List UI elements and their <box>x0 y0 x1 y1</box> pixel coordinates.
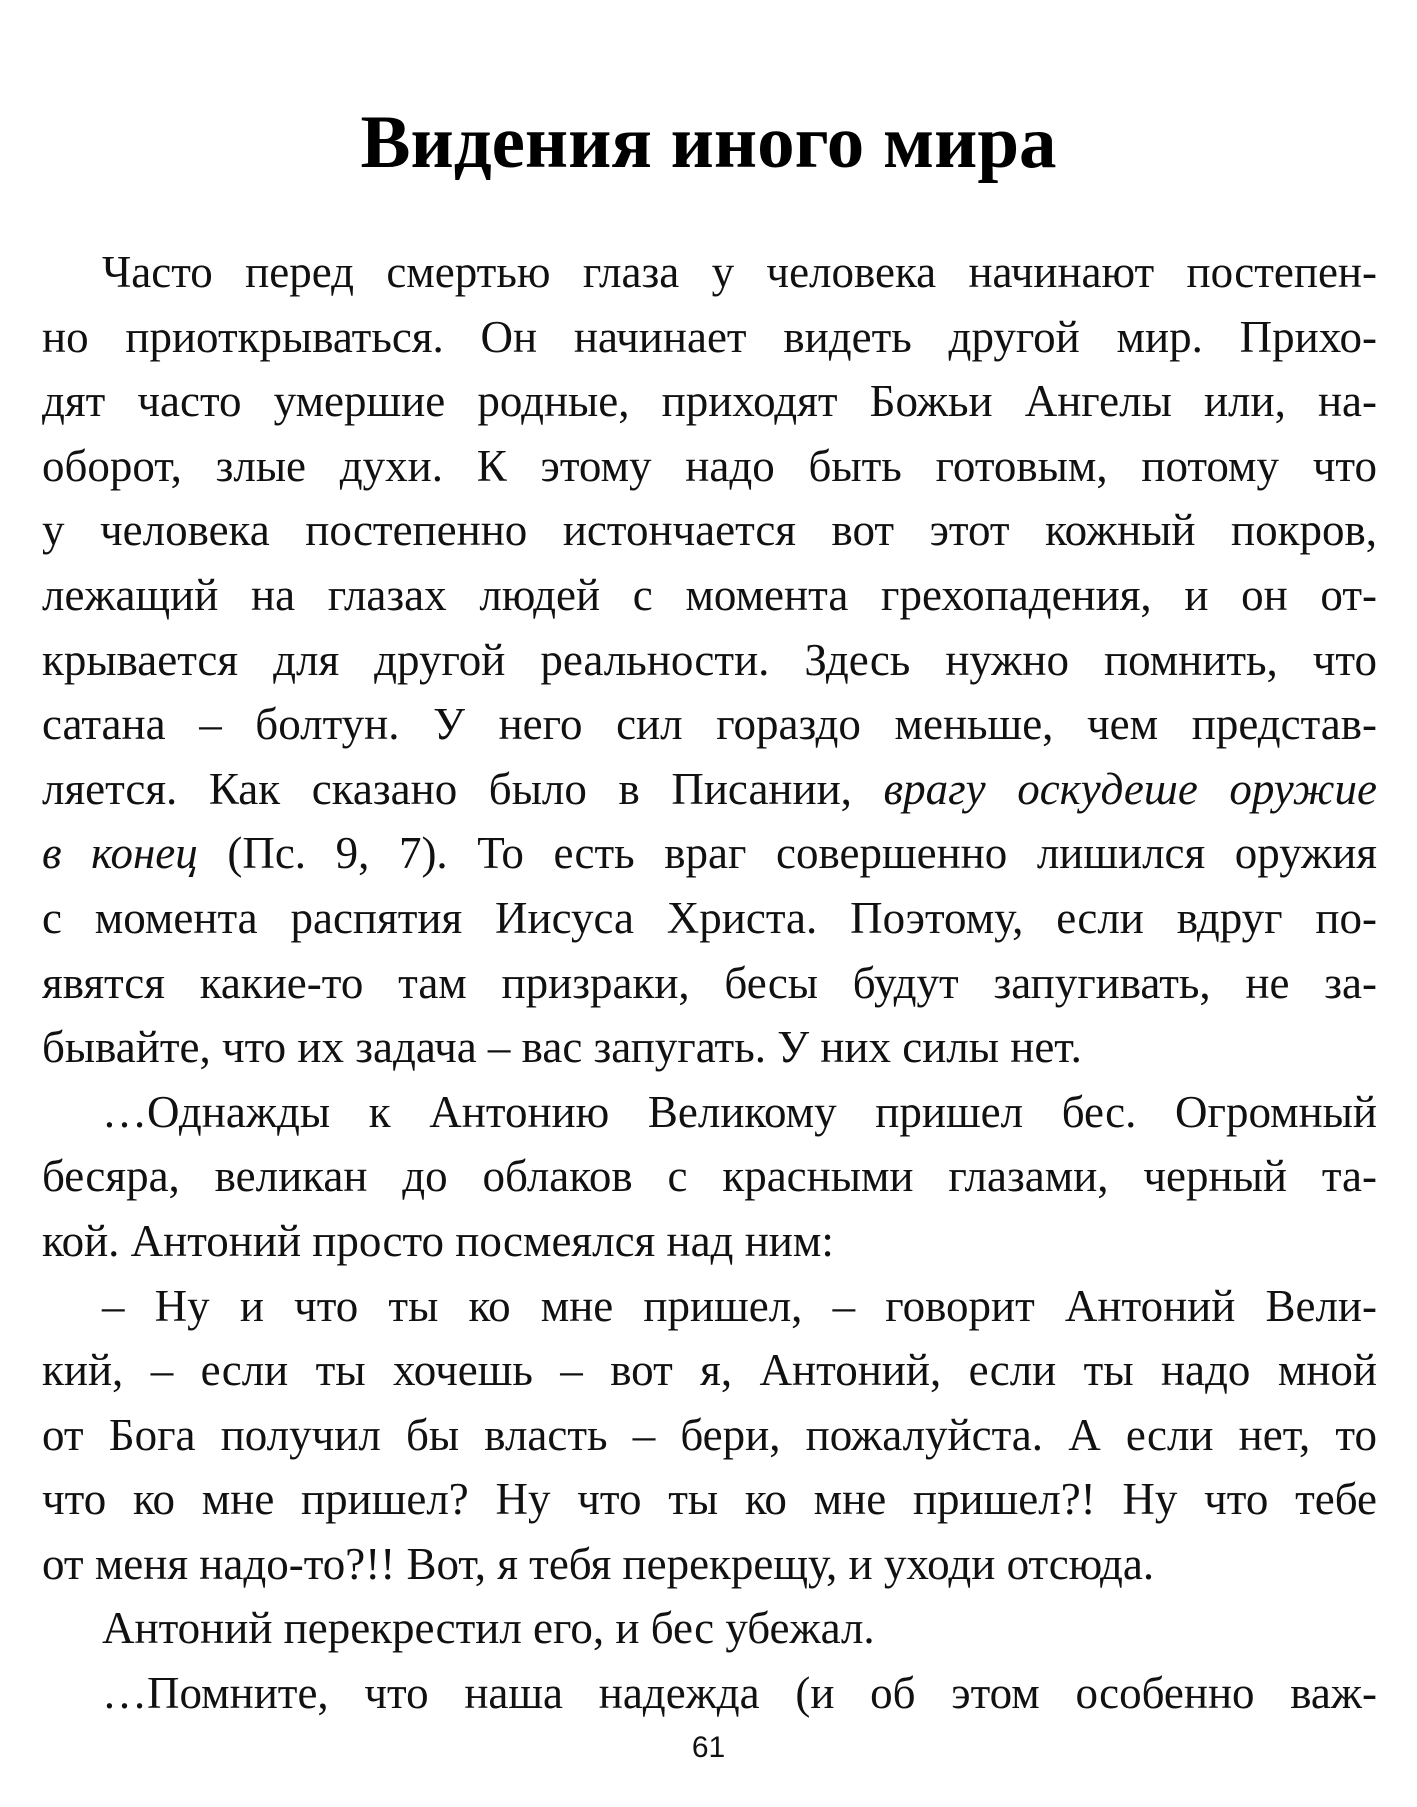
text-line: оборот, злые духи. К этому надо быть готовым, потому что <box>42 440 1377 491</box>
text-segment: (Пс. 9, 7). То есть враг совершенно лишился оружия <box>197 828 1377 879</box>
text-line: дят часто умершие родные, приходят Божьи Ангелы или, на- <box>42 376 1377 427</box>
text-line: Часто перед смертью глаза у человека начинают постепен- <box>102 247 1377 297</box>
text-line: – Ну и что ты ко мне пришел, – говорит Антоний Вели- <box>102 1280 1377 1331</box>
text-line: бесяра, великан до облаков с красными глазами, черный та- <box>42 1151 1377 1202</box>
text-line: с момента распятия Иисуса Христа. Поэтому, если вдруг по- <box>42 892 1377 943</box>
text-line: крывается для другой реальности. Здесь нужно помнить, что <box>42 634 1377 685</box>
text-line: что ко мне пришел? Ну что ты ко мне пришел?! Ну что тебе <box>42 1474 1377 1525</box>
text-line: явятся какие-то там призраки, бесы будут запугивать, не за- <box>42 957 1377 1008</box>
page-number: 61 <box>691 1731 726 1764</box>
text-line <box>42 757 1377 822</box>
text-line <box>42 821 1377 886</box>
text-line: но приоткрываться. Он начинает видеть другой мир. Прихо- <box>42 311 1377 362</box>
text-line: от меня надо-то?!! Вот, я тебя перекрещу, и уходи отсюда. <box>42 1538 1155 1589</box>
text-line: лежащий на глазах людей с момента грехопадения, и он от- <box>42 569 1377 620</box>
text-line: Антоний перекрестил его, и бес убежал. <box>102 1603 875 1654</box>
scripture-quote: врагу оскудеше оружие <box>883 763 1377 814</box>
text-line: …Однажды к Антонию Великому пришел бес. Огромный <box>102 1086 1377 1137</box>
text-line: кий, – если ты хочешь – вот я, Антоний, если ты надо мной <box>42 1345 1377 1396</box>
text-line: от Бога получил бы власть – бери, пожалуйста. А если нет, то <box>42 1409 1377 1460</box>
text-segment: ляется. Как сказано было в Писании, <box>42 763 884 814</box>
text-line: бывайте, что их задача – вас запугать. У них силы нет. <box>42 1022 1082 1073</box>
chapter-title: Видения иного мира <box>360 101 1057 184</box>
text-line: кой. Антоний просто посмеялся над ним: <box>42 1215 834 1266</box>
scripture-quote: в конец <box>42 828 198 879</box>
text-line: …Помните, что наша надежда (и об этом особенно важ- <box>102 1668 1377 1719</box>
text-line: у человека постепенно истончается вот этот кожный покров, <box>42 505 1377 556</box>
text-line: сатана – болтун. У него сил гораздо меньше, чем представ- <box>42 699 1377 750</box>
body-text <box>42 240 1377 1726</box>
